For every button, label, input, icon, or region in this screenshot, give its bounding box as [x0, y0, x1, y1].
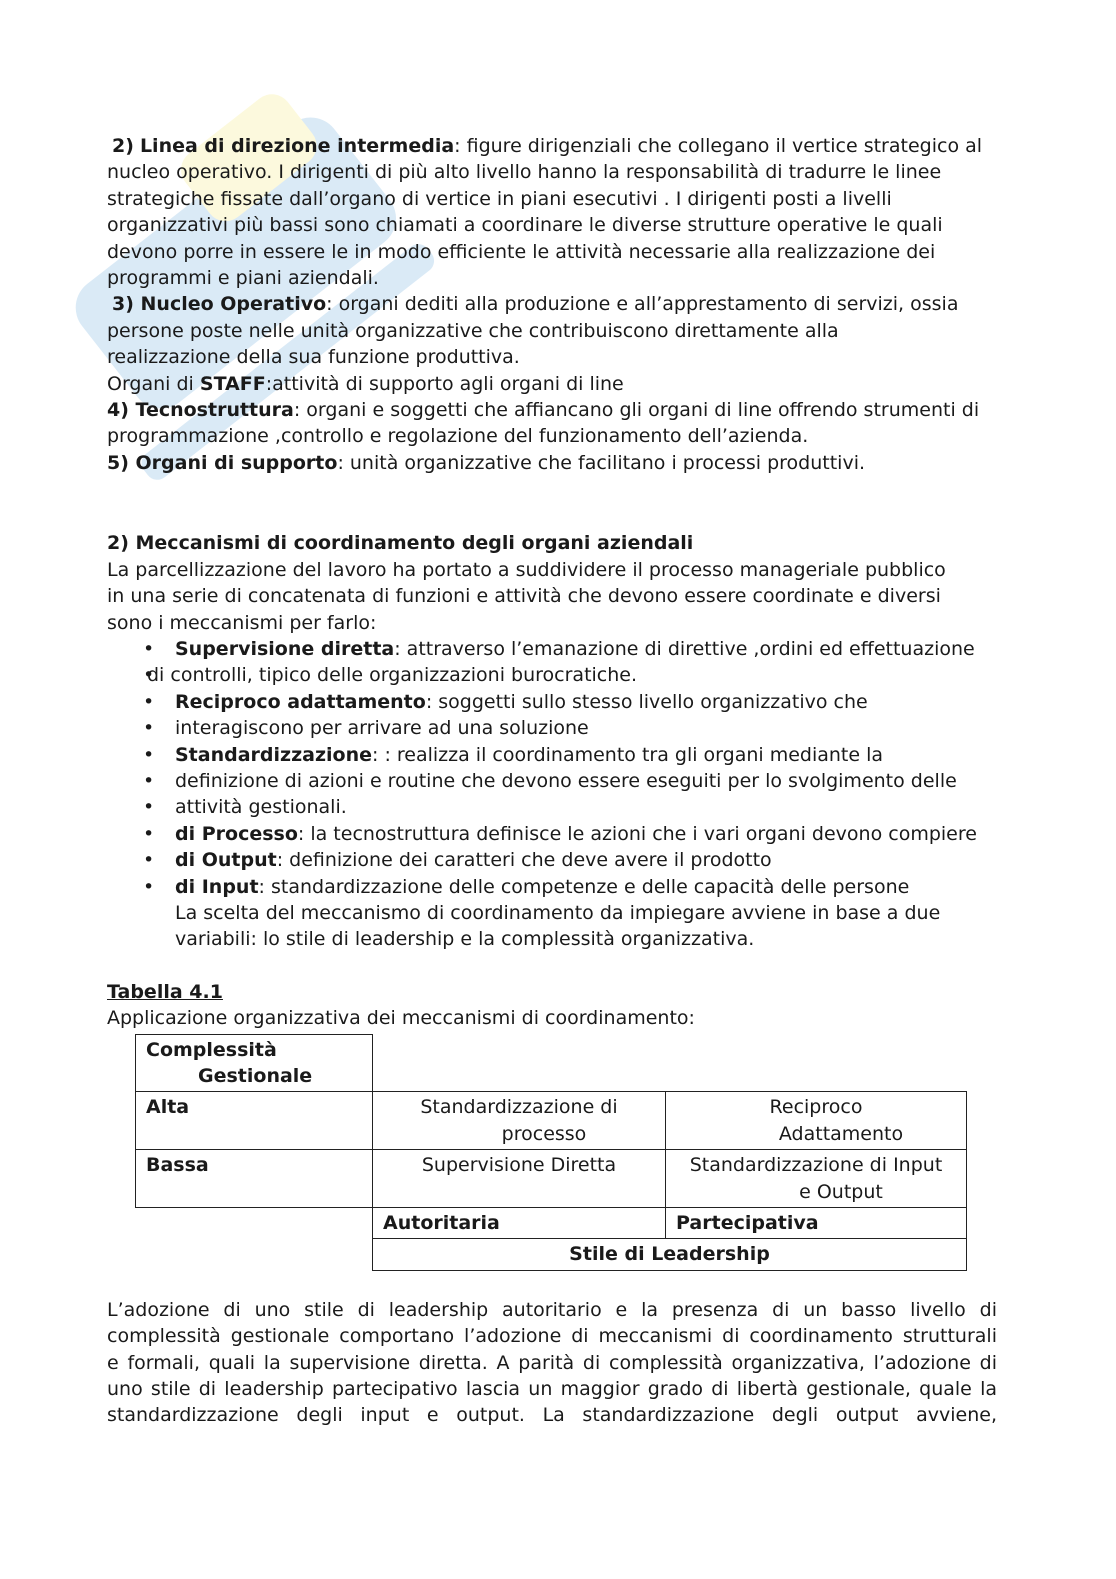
- heading-text: 2) Meccanismi di coordinamento degli organi aziendali: [107, 532, 694, 555]
- staff-line: [107, 371, 997, 397]
- cell-line: Reciproco: [769, 1096, 863, 1119]
- footer-label: Stile di Leadership: [569, 1243, 770, 1266]
- table-label-text: Tabella 4.1: [107, 980, 223, 1003]
- list-item: [107, 689, 997, 715]
- bullet-text: attività gestionali.: [175, 796, 347, 819]
- table-row: [136, 1150, 967, 1208]
- bullet-title: di Output: [175, 849, 277, 872]
- item-number: 2): [112, 135, 134, 157]
- bullet-text: : definizione dei caratteri che deve avere il prodotto: [276, 849, 772, 872]
- item-nucleo-operativo: [107, 291, 997, 317]
- text-line: La scelta del meccanismo di coordinamento da impiegare avviene in base a due: [175, 901, 941, 924]
- bullet-text: interagiscono per arrivare ad una soluzione: [175, 717, 589, 740]
- text-line: in una serie di concatenata di funzioni e attività che devono essere coordinate e diversi: [107, 585, 941, 608]
- table-row: [136, 1208, 967, 1239]
- list-item: [107, 742, 997, 768]
- mechanism-list: [107, 636, 997, 900]
- text-line: devono porre in essere le in modo efficiente le attività necessarie alla realizzazione dei: [107, 240, 936, 263]
- header-line1: Complessità: [146, 1038, 277, 1061]
- text-line: sono i meccanismi per farlo:: [107, 611, 377, 634]
- table-label: [107, 979, 997, 1005]
- text-line: standardizzazione degli input e output. La standardizzazione degli output avviene,: [107, 1404, 997, 1427]
- table-footer-cell: [373, 1239, 967, 1270]
- column-label: Autoritaria: [383, 1212, 500, 1235]
- item-title: 4) Tecnostruttura: [107, 399, 294, 422]
- item-text: : figure dirigenziali che collegano il vertice strategico al: [454, 135, 983, 157]
- staff-text: :attività di supporto agli organi di line: [265, 372, 624, 395]
- table-cell: [136, 1092, 373, 1150]
- list-item: [107, 847, 997, 873]
- list-item-continuation: [107, 768, 997, 794]
- text-line: programmazione ,controllo e regolazione del funzionamento dell’azienda.: [107, 425, 809, 448]
- item-organi-supporto: [107, 450, 997, 476]
- cell-line: Supervisione Diretta: [421, 1154, 617, 1177]
- text-line: uno stile di leadership partecipativo lascia un maggior grado di libertà gestionale, quale la: [107, 1378, 997, 1401]
- staff-bold: STAFF: [199, 372, 266, 395]
- text-line: nucleo operativo. I dirigenti di più alto livello hanno la responsabilità di tradurre le linee: [107, 161, 942, 184]
- list-item-continuation: [107, 715, 997, 741]
- cell-line: Standardizzazione di Input: [689, 1154, 943, 1177]
- table-row: [136, 1239, 967, 1270]
- list-item-continuation: [107, 662, 997, 688]
- bullet-title: Supervisione diretta: [175, 637, 395, 660]
- bullet-text: : attraverso l’emanazione di direttive ,ordini ed effettuazione: [394, 637, 975, 660]
- table-cell: [666, 1208, 967, 1239]
- row-label: Alta: [146, 1096, 190, 1119]
- item-text: : unità organizzative che facilitano i processi produttivi.: [337, 451, 866, 474]
- table-caption: Applicazione organizzativa dei meccanismi di coordinamento:: [107, 1007, 695, 1030]
- text-line: L’adozione di uno stile di leadership autoritario e la presenza di un basso livello di: [107, 1298, 997, 1321]
- text-line: programmi e piani aziendali.: [107, 267, 379, 290]
- bullet-text: : : realizza il coordinamento tra gli organi mediante la: [372, 743, 884, 766]
- document-page: [107, 133, 997, 1429]
- bullet-title: Standardizzazione: [175, 743, 372, 766]
- bullet-text: : la tecnostruttura definisce le azioni che i vari organi devono compiere: [297, 822, 977, 845]
- item-tecnostruttura: [107, 397, 997, 423]
- text-line: strategiche fissate dall’organo di vertice in piani esecutivi . I dirigenti posti a livelli: [107, 187, 892, 210]
- table-cell: [373, 1208, 666, 1239]
- section-heading: [107, 530, 997, 556]
- text-line: persone poste nelle unità organizzative che contribuiscono direttamente alla: [107, 319, 839, 342]
- item-title: 3) Nucleo Operativo: [112, 293, 327, 316]
- coordination-table: [135, 1034, 967, 1271]
- text-line: realizzazione della sua funzione produttiva.: [107, 346, 520, 369]
- item-title: Linea di direzione intermedia: [139, 135, 455, 157]
- bullet-text: : standardizzazione delle competenze e delle capacità delle persone: [258, 875, 910, 898]
- table-empty-cell: [373, 1034, 666, 1092]
- text-line: La parcellizzazione del lavoro ha portato a suddividere il processo manageriale pubblico: [107, 558, 946, 581]
- list-item: [107, 874, 997, 900]
- cell-line: e Output: [799, 1180, 883, 1203]
- table-header-cell: [136, 1034, 373, 1092]
- bullet-title: di Processo: [175, 822, 298, 845]
- bullet-text: : soggetti sullo stesso livello organizzativo che: [425, 690, 868, 713]
- list-item: [107, 821, 997, 847]
- bullet-title: di Input: [175, 875, 259, 898]
- row-label: Bassa: [146, 1154, 209, 1177]
- table-row: [136, 1034, 967, 1092]
- item-title: 5) Organi di supporto: [107, 451, 338, 474]
- text-line: e formali, quali la supervisione diretta. A parità di complessità organizzativa, l’adozione di: [107, 1351, 997, 1374]
- cell-line: Adattamento: [778, 1122, 904, 1145]
- table-empty-cell: [136, 1208, 373, 1239]
- item-text: : organi e soggetti che affiancano gli organi di line offrendo strumenti di: [293, 399, 980, 422]
- text-line: organizzativi più bassi sono chiamati a coordinare le diverse strutture operative le quali: [107, 214, 943, 237]
- table-empty-cell: [136, 1239, 373, 1270]
- table-cell: [373, 1150, 666, 1208]
- cell-line: Standardizzazione di: [420, 1096, 618, 1119]
- table-cell: [666, 1150, 967, 1208]
- item-text: : organi dediti alla produzione e all’apprestamento di servizi, ossia: [326, 293, 959, 316]
- text-line: variabili: lo stile di leadership e la complessità organizzativa.: [175, 928, 755, 951]
- table-cell: [136, 1150, 373, 1208]
- table-cell: [666, 1092, 967, 1150]
- bullet-text: • di controlli, tipico delle organizzazioni burocratiche.: [147, 664, 638, 687]
- item-linea-direzione: [107, 133, 997, 159]
- list-item-continuation: [107, 794, 997, 820]
- table-empty-cell: [666, 1034, 967, 1092]
- bullet-text: definizione di azioni e routine che devono essere eseguiti per lo svolgimento delle: [175, 769, 957, 792]
- list-item: [107, 636, 997, 662]
- table-row: [136, 1092, 967, 1150]
- bullet-title: Reciproco adattamento: [175, 690, 426, 713]
- table-cell: [373, 1092, 666, 1150]
- column-label: Partecipativa: [676, 1212, 819, 1235]
- header-line2: Gestionale: [198, 1065, 313, 1087]
- text-line: complessità gestionale comportano l’adozione di meccanismi di coordinamento strutturali: [107, 1325, 997, 1348]
- cell-line: processo: [501, 1122, 587, 1145]
- staff-prefix: Organi di: [107, 372, 200, 395]
